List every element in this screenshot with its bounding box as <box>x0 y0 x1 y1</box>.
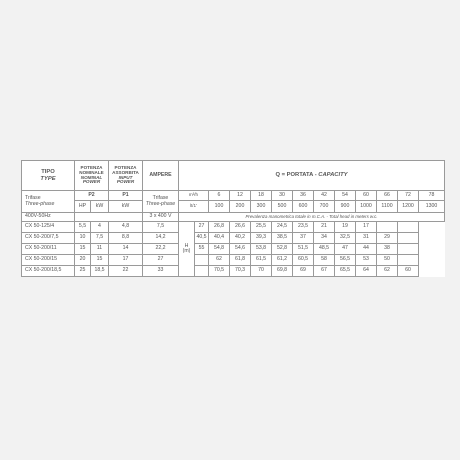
p2-label: P2 <box>75 191 109 201</box>
head-value: 53 <box>356 255 377 266</box>
flow-lt: 300 <box>251 201 272 213</box>
ampere-value: 33 <box>143 266 179 277</box>
header-row-1 <box>22 161 445 191</box>
head-value <box>398 255 419 266</box>
flow-m3h: 30 <box>272 191 293 201</box>
head-value: 65,5 <box>335 266 356 277</box>
flow-lt: 1200 <box>398 201 419 213</box>
head-value: 47 <box>335 244 356 255</box>
head-value: 27 <box>195 222 209 233</box>
head-value: 60 <box>398 266 419 277</box>
pump-performance-table <box>21 160 445 277</box>
lt-unit: lt/1' <box>179 201 209 213</box>
head-value: 54,6 <box>230 244 251 255</box>
table-row <box>22 233 445 244</box>
three-phase-label: Trifase Three-phase <box>22 191 75 213</box>
kw-value: 4 <box>91 222 109 233</box>
head-value: 21 <box>314 222 335 233</box>
ampere-value: 27 <box>143 255 179 266</box>
hp-value: 5,5 <box>75 222 91 233</box>
voltage-label: 400V-50Hz <box>22 213 75 222</box>
head-value: 52,8 <box>272 244 293 255</box>
hp-label: HP <box>75 201 91 213</box>
flow-lt: 200 <box>230 201 251 213</box>
type-header: TIPO TYPE <box>22 161 75 191</box>
head-value: 48,5 <box>314 244 335 255</box>
head-value: 39,3 <box>251 233 272 244</box>
flow-m3h: 72 <box>398 191 419 201</box>
p1-value: 4,8 <box>109 222 143 233</box>
head-value: 61,5 <box>251 255 272 266</box>
head-value <box>398 244 419 255</box>
head-value: 26,8 <box>209 222 230 233</box>
total-head-caption: Prevalenza manometrica totale in m.C.A. - Total head in meters w.c. <box>179 213 445 222</box>
head-value: 69 <box>293 266 314 277</box>
flow-lt: 900 <box>335 201 356 213</box>
p1-value: 22 <box>109 266 143 277</box>
head-value: 61,2 <box>272 255 293 266</box>
flow-m3h: 66 <box>377 191 398 201</box>
flow-lt: 500 <box>272 201 293 213</box>
head-value: 17 <box>356 222 377 233</box>
head-value: 60,5 <box>293 255 314 266</box>
head-value: 69,8 <box>272 266 293 277</box>
head-value: 32,5 <box>335 233 356 244</box>
hp-value: 20 <box>75 255 91 266</box>
flow-m3h: 54 <box>335 191 356 201</box>
p1-label: P1 <box>109 191 143 201</box>
table-row <box>22 244 445 255</box>
ampere-value: 7,5 <box>143 222 179 233</box>
table-row <box>22 222 445 233</box>
head-value: 19 <box>335 222 356 233</box>
model-name: CX 50-200/15 <box>22 255 75 266</box>
head-value: 70 <box>251 266 272 277</box>
model-name: CX 50-200/7,5 <box>22 233 75 244</box>
head-value: 38 <box>377 244 398 255</box>
capacity-header: Q = PORTATA - CAPACITY <box>179 161 445 191</box>
flow-m3h: 18 <box>251 191 272 201</box>
hp-value: 15 <box>75 244 91 255</box>
head-value <box>398 233 419 244</box>
head-value: 34 <box>314 233 335 244</box>
head-value: 51,5 <box>293 244 314 255</box>
kw-value: 11 <box>91 244 109 255</box>
flow-lt: 100 <box>209 201 230 213</box>
flow-lt: 1100 <box>377 201 398 213</box>
head-value <box>377 222 398 233</box>
head-value: 44 <box>356 244 377 255</box>
flow-m3h: 60 <box>356 191 377 201</box>
kw-value: 18,5 <box>91 266 109 277</box>
head-value: 53,8 <box>251 244 272 255</box>
ampere-header: AMPERE <box>143 161 179 191</box>
head-value: 40,5 <box>195 233 209 244</box>
flow-m3h: 12 <box>230 191 251 201</box>
head-value: 25,5 <box>251 222 272 233</box>
flow-lt: 700 <box>314 201 335 213</box>
flow-m3h: 78 <box>419 191 445 201</box>
ampere-three-phase-label: Trifase Three-phase <box>143 191 179 213</box>
head-value: 58 <box>314 255 335 266</box>
head-value: 70,3 <box>230 266 251 277</box>
flow-m3h: 42 <box>314 191 335 201</box>
flow-m3h: 6 <box>209 191 230 201</box>
head-value: 56,5 <box>335 255 356 266</box>
ampere-value: 22,2 <box>143 244 179 255</box>
head-value <box>195 255 209 266</box>
p1-value: 8,8 <box>109 233 143 244</box>
head-value: 55 <box>195 244 209 255</box>
head-value: 62 <box>209 255 230 266</box>
power-blank <box>75 213 143 222</box>
head-label: H (m) <box>179 222 195 277</box>
head-value: 37 <box>293 233 314 244</box>
head-value: 26,6 <box>230 222 251 233</box>
kw-label: kW <box>91 201 109 213</box>
flow-lt: 1000 <box>356 201 377 213</box>
table-row <box>22 266 445 277</box>
p1-value: 17 <box>109 255 143 266</box>
head-value: 40,2 <box>230 233 251 244</box>
voltage-row <box>22 213 445 222</box>
model-name: CX 50-200/18,5 <box>22 266 75 277</box>
header-row-2 <box>22 191 445 201</box>
flow-lt: 600 <box>293 201 314 213</box>
header-row-3 <box>22 201 445 213</box>
table-row <box>22 255 445 266</box>
head-value: 54,8 <box>209 244 230 255</box>
p1-value: 14 <box>109 244 143 255</box>
head-value <box>195 266 209 277</box>
head-value: 50 <box>377 255 398 266</box>
head-value: 61,8 <box>230 255 251 266</box>
head-value: 62 <box>377 266 398 277</box>
head-value: 29 <box>377 233 398 244</box>
head-value: 40,4 <box>209 233 230 244</box>
kw-value: 7,5 <box>91 233 109 244</box>
head-value: 67 <box>314 266 335 277</box>
kw-label: kW <box>109 201 143 213</box>
input-power-header: POTENZA ASSORBITA INPUT POWER <box>109 161 143 191</box>
head-value: 70,5 <box>209 266 230 277</box>
head-value: 64 <box>356 266 377 277</box>
hp-value: 25 <box>75 266 91 277</box>
head-value <box>398 222 419 233</box>
m3h-unit: m³/h <box>179 191 209 201</box>
hp-value: 10 <box>75 233 91 244</box>
head-value: 38,5 <box>272 233 293 244</box>
model-name: CX 50-125/4 <box>22 222 75 233</box>
flow-lt: 1300 <box>419 201 445 213</box>
model-name: CX 50-200/11 <box>22 244 75 255</box>
head-value: 24,5 <box>272 222 293 233</box>
head-value: 31 <box>356 233 377 244</box>
flow-m3h: 36 <box>293 191 314 201</box>
head-value: 23,5 <box>293 222 314 233</box>
kw-value: 15 <box>91 255 109 266</box>
nominal-power-header: POTENZA NOMINALE NOMINAL POWER <box>75 161 109 191</box>
ampere-value: 14,2 <box>143 233 179 244</box>
ampere-voltage: 3 x 400 V <box>143 213 179 222</box>
